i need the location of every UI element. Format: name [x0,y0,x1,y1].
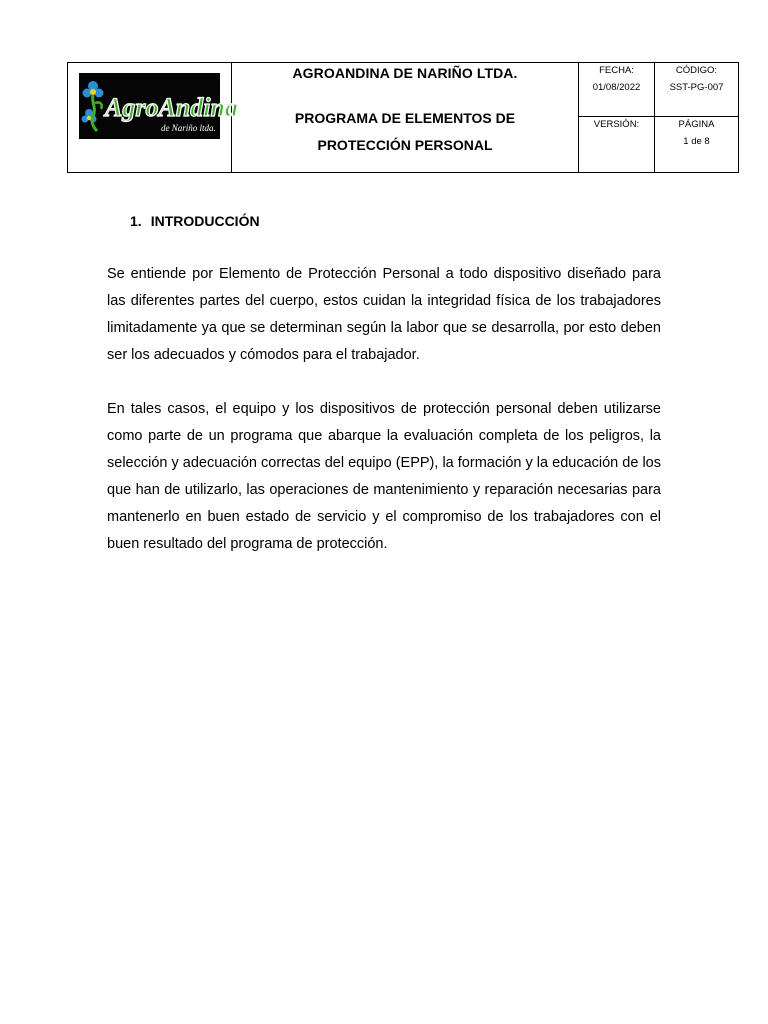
title-cell [232,63,579,173]
version-label: VERSIÓN: [593,119,640,130]
paragraph-1: Se entiende por Elemento de Protección Personal a todo dispositivo diseñado para las diferentes partes del cuerpo, estos cuidan la integridad física de los trabajadores limitadamente ya que se determinan según la labor que se desarrolla, por esto deben ser los adecuados y cómodos para el trabajador. [107,266,661,363]
pagina-label: PÁGINA [678,119,715,130]
flower-icon [82,81,104,131]
paragraph-2: En tales casos, el equipo y los dispositivos de protección personal deben utilizarse como parte de un programa que abarque la evaluación completa de los peligros, la selección y adecuación correctas del equipo (EPP), la formación y la educación de los que han de utilizarlo, las operaciones de mantenimiento y reparación necesarias para mantenerlo en buen estado de servicio y el compromiso de los trabajadores con el buen resultado del programa de protección. [107,401,661,552]
company-name: AGROANDINA DE NARIÑO LTDA. [292,65,518,81]
section-title: INTRODUCCIÓN [150,213,260,229]
agroandina-logo [79,73,238,139]
document-title-line1: PROGRAMA DE ELEMENTOS DE [294,110,516,126]
fecha-value: 01/08/2022 [592,82,641,93]
svg-text:de Nariño ltda.: de Nariño ltda. [161,123,216,133]
document-title-line2: PROTECCIÓN PERSONAL [317,137,493,153]
fecha-label: FECHA: [599,65,634,76]
section-heading [130,213,260,229]
version-cell [579,117,655,173]
fecha-cell [579,63,655,117]
codigo-cell [655,63,739,117]
logo-cell [68,63,238,173]
codigo-value: SST-PG-007 [669,82,724,93]
document-title [232,105,578,159]
codigo-label: CÓDIGO: [675,65,718,76]
pagina-cell [655,117,739,173]
pagina-value: 1 de 8 [683,136,710,147]
section-number: 1. [130,213,142,229]
document-header [67,62,739,173]
logo-wordmark: AgroAndina [105,93,238,122]
